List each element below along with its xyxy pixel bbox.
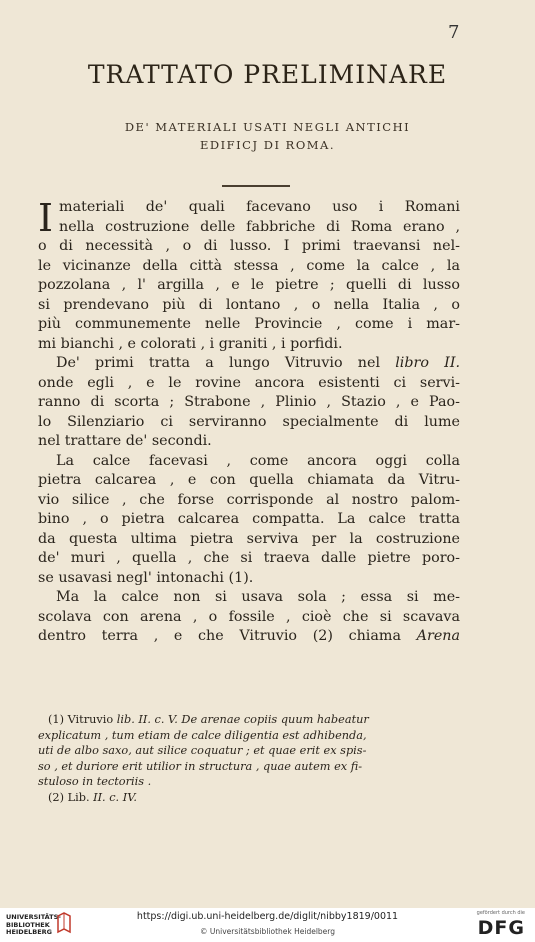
subtitle-line: EDIFICJ DI ROMA. <box>200 138 335 152</box>
text-line: nella costruzione delle fabbriche di Roma erano , <box>59 218 460 235</box>
text-line: da questa ultima pietra serviva per la costruzione <box>38 530 460 547</box>
footnote-reference: II. c. IV. <box>93 790 137 804</box>
text-segment: dentro terra , e che Vitruvio (2) chiama <box>38 628 401 644</box>
library-logo-line: HEIDELBERG <box>6 928 53 936</box>
document-url-link[interactable]: https://digi.ub.uni-heidelberg.de/diglit/nibby1819/0011 <box>136 911 399 922</box>
text-line: ranno di scorta ; Strabone , Plinio , Stazio , e Pao- <box>38 394 460 410</box>
funding-caption: gefördert durch die <box>476 910 525 916</box>
page-title: TRATTATO PRELIMINARE <box>87 60 448 89</box>
library-logo-line: UNIVERSITÄTS- <box>6 913 61 921</box>
footnote-line: explicatum , tum etiam de calce diligentia est adhibenda, <box>38 728 367 742</box>
footnote-reference: lib. II. c. V. <box>116 713 178 726</box>
footnotes <box>38 712 460 805</box>
footnote-line: uti de albo saxo, aut silice coquatur ; et quae erit ex spis- <box>38 744 367 757</box>
text-line: de' muri , quella , che si traeva dalle pietre poro- <box>38 550 460 566</box>
text-line: onde egli , e le rovine ancora esistenti ci servi- <box>38 374 460 391</box>
text-line: lo Silenziario ci serviranno specialmente di lume <box>38 413 460 430</box>
text-line: vio silice , che forse corrisponde al nostro palom- <box>38 491 460 508</box>
footnote-quote: De arenae copiis quum habeatur <box>181 713 369 726</box>
footnote-line: so , et duriore erit utilior in structura , quae autem ex fi- <box>38 759 363 773</box>
copyright-notice: © Universitätsbibliothek Heidelberg <box>199 927 335 936</box>
footnote-marker: (2) Lib. <box>48 790 90 804</box>
title-divider <box>222 185 290 187</box>
text-line: se usavasi negl' intonachi (1). <box>38 569 254 586</box>
text-line: pozzolana , l' argilla , e le pietre ; quelli di lusso <box>38 277 460 293</box>
page-number: 7 <box>448 22 460 43</box>
footnote-marker: (1) Vitruvio <box>48 713 114 726</box>
text-line: più communemente nelle Provincie , come i mar- <box>38 316 460 332</box>
text-line: nel trattare de' secondi. <box>38 433 212 449</box>
text-line: Ma la calce non si usava sola ; essa si me- <box>56 589 460 605</box>
dfg-logo: DFG <box>477 917 525 939</box>
text-segment: De' primi tratta a lungo Vitruvio nel <box>56 355 381 371</box>
footnote-2 <box>38 790 460 806</box>
page-subtitle <box>0 118 535 154</box>
text-line: mi bianchi , e colorati , i graniti , i porfidi. <box>38 335 343 352</box>
footnote-line: stuloso in tectoriis . <box>38 775 152 788</box>
text-line: pietra calcarea , e con quella chiamata da Vitru- <box>38 472 460 488</box>
text-line: o di necessità , o di lusso. I primi traevansi nel- <box>38 238 460 254</box>
drop-cap: I <box>38 196 54 240</box>
text-line: si prendevano più di lontano , o nella Italia , o <box>38 296 460 313</box>
viewer-footer <box>0 908 535 942</box>
subtitle-line: DE' MATERIALI USATI NEGLI ANTICHI <box>124 120 411 134</box>
italic-reference: libro II. <box>395 355 461 371</box>
italic-word: Arena <box>416 628 461 644</box>
text-line <box>38 354 460 374</box>
body-text <box>38 198 460 647</box>
footnote-divider <box>38 705 460 706</box>
library-logo-line: BIBLIOTHEK <box>6 920 50 929</box>
text-line: La calce facevasi , come ancora oggi colla <box>56 452 460 469</box>
text-line: bino , o pietra calcarea compatta. La calce tratta <box>38 511 460 527</box>
text-line: materiali de' quali facevano uso i Romani <box>59 199 460 215</box>
text-line: scolava con arena , o fossile , cioè che si scavava <box>38 608 460 625</box>
footnote-1 <box>38 712 460 728</box>
text-line: le vicinanze della città stessa , come la calce , la <box>38 257 460 274</box>
text-line <box>38 627 460 647</box>
